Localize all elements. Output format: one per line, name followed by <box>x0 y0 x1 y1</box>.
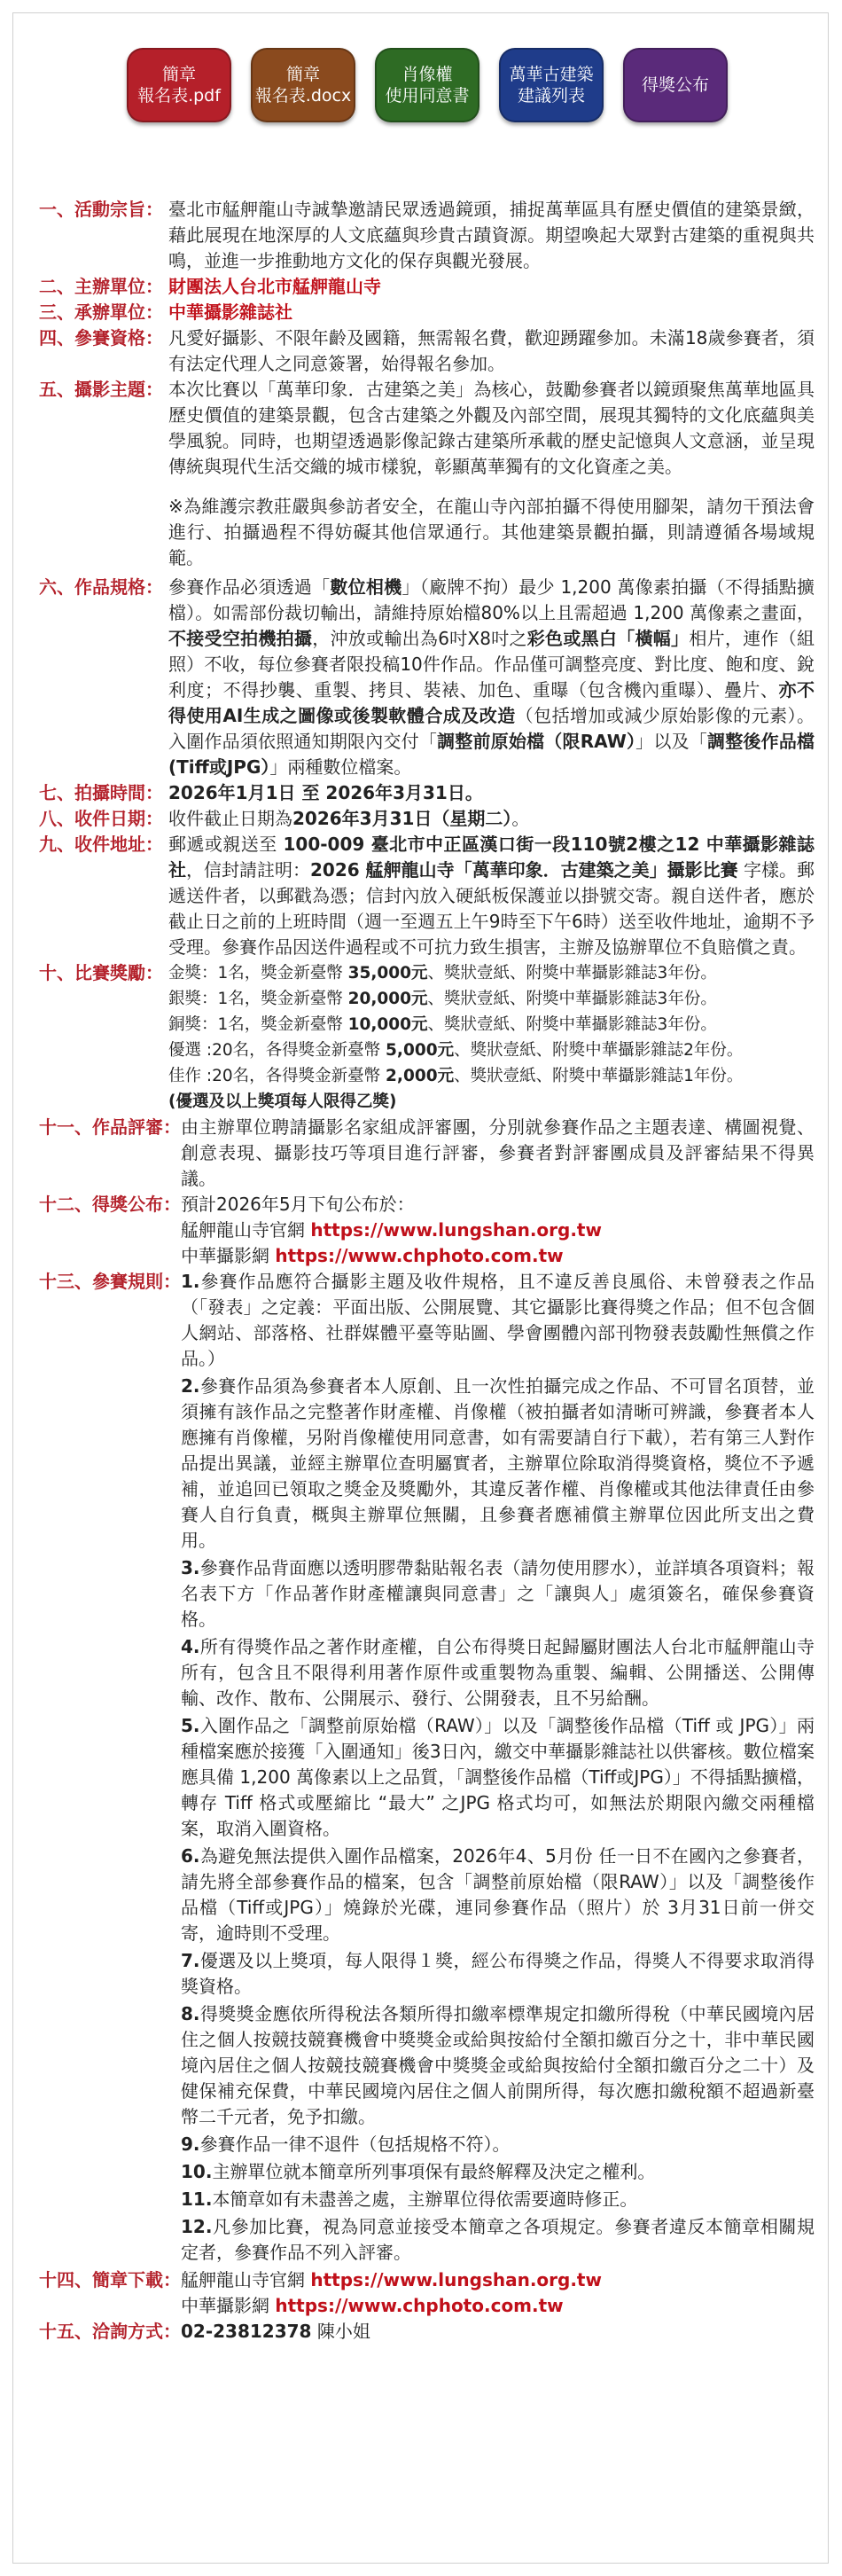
section-text <box>181 1192 815 1269</box>
section-label: 八、收件日期： <box>39 808 163 829</box>
section-awards <box>39 960 815 1115</box>
section-text: 財團法人台北市艋舺龍山寺 <box>168 276 381 297</box>
section-text: 臺北市艋舺龍山寺誠摯邀請民眾透過鏡頭，捕捉萬華區具有歷史價值的建築景緻，藉此展現在地深厚的人文底蘊與珍貴古蹟資源。期望喚起大眾對古建築的重視與共鳴，並進一步推動地方文化的保存與觀光發展。 <box>168 199 815 271</box>
section-text: 凡愛好攝影、不限年齡及國籍，無需報名費，歡迎踴躍參加。未滿18歲參賽者，須有法定代理人之同意簽署，始得報名參加。 <box>168 327 815 374</box>
section-label: 十一、作品評審： <box>39 1116 181 1138</box>
section-specs <box>39 575 815 780</box>
rule-item: 12.凡參加比賽，視為同意並接受本簡章之各項規定。參賽者違反本簡章相關規定者，參賽作品不列入評審。 <box>181 2216 815 2263</box>
portrait-consent-button[interactable]: 肖像權 使用同意書 <box>375 48 479 122</box>
brochure-docx-button[interactable]: 簡章 報名表.docx <box>251 48 355 122</box>
section-label: 十四、簡章下載： <box>39 2269 181 2290</box>
theme-note: ※為維護宗教莊嚴與參訪者安全，在龍山寺內部拍攝不得使用腳架，請勿干預法會進行、拍攝過程不得妨礙其他信眾通行。其他建築景觀拍攝，則請遵循各場域規範。 <box>168 496 815 568</box>
rule-item: 4.所有得獎作品之著作財產權，自公布得獎日起歸屬財團法人台北市艋舺龍山寺所有，包含且不限得利用著作原件或重製物為重製、編輯、公開播送、公開傳輸、改作、散布、公開展示、發行、公開發表，且不另給酬。 <box>181 1636 815 1709</box>
heritage-list-button[interactable]: 萬華古建築 建議列表 <box>499 48 604 122</box>
section-text: 參賽作品必須透過「數位相機」（廠牌不拘）最少 1,200 萬像素拍攝（不得插點擴檔）。如需部份裁切輸出，請維持原始檔80%以上且需超過 1,200 萬像素之畫面，不接受空拍機拍攝，沖放或輸出為6吋X8吋之彩色或黑白「橫幅」相片，連作（組照）不收，每位參賽者限投稿10件作品。作品僅可調整亮度、對比度、飽和度、銳利度；不得抄襲、重製、拷貝、裝裱、加色、重曝（包含機內重曝）、疊片、亦不得使用AI生成之圖像或後製軟體合成及改造（包括增加或減少原始影像的元素）。入圍作品須依照通知期限內交付「調整前原始檔（限RAW）」以及「調整後作品檔(Tiff或JPG）」兩種數位檔案。 <box>168 576 815 778</box>
section-text <box>181 2267 815 2319</box>
section-purpose <box>39 197 815 274</box>
rule-item: 3.參賽作品背面應以透明膠帶黏貼報名表（請勿使用膠水），並詳填各項資料；報名表下方「作品著作財產權讓與同意書」之「讓與人」處須簽名，確保參賽資格。 <box>181 1557 815 1630</box>
section-text: 收件截止日期為2026年3月31日（星期二）。 <box>168 808 530 829</box>
section-shoot-period <box>39 780 815 806</box>
award-item: 佳作 :20名，各得獎金新臺幣 2,000元、獎狀壹紙、附獎中華攝影雜誌1年份。 <box>168 1067 744 1085</box>
rule-item: 6.為避免無法提供入圍作品檔案，2026年4、5月份 任一日不在國內之參賽者，請先將全部參賽作品的檔案，包含「調整前原始檔（限RAW）」以及「調整後作品檔（Tiff或JPG）」燒錄於光碟，連同參賽作品（照片）於 3月31日前一併交寄，逾時則不受理。 <box>181 1845 815 1944</box>
section-label: 十二、得獎公布： <box>39 1194 181 1215</box>
award-limit-note: (優選及以上獎項每人限得乙獎) <box>168 1092 397 1111</box>
section-label: 九、收件地址： <box>39 834 163 855</box>
winners-announcement-button[interactable]: 得獎公布 <box>623 48 728 122</box>
section-text: 郵遞或親送至 100-009 臺北市中正區漢口街一段110號2樓之12 中華攝影雜誌社，信封請註明：2026 艋舺龍山寺「萬華印象．古建築之美」攝影比賽 字樣。郵遞送件者，以郵戳為憑；信封內放入硬紙板保護並以掛號交寄。親自送件者，應於截止日之前的上班時間（週一至週五上午9時至下午6時）送至收件地址，逾期不予受理。參賽作品因送件過程或不可抗力致生損害，主辦及協辦單位不負賠償之責。 <box>168 834 815 958</box>
section-label: 五、攝影主題： <box>39 379 163 400</box>
download-link-row: 中華攝影網 https://www.chphoto.com.tw <box>181 2295 564 2316</box>
section-download <box>39 2267 815 2319</box>
section-contact <box>39 2319 815 2345</box>
section-judging <box>39 1115 815 1192</box>
section-text: 由主辦單位聘請攝影名家組成評審團，分別就參賽作品之主題表達、構圖視覺、創意表現、攝影技巧等項目進行評審，參賽者對評審團成員及評審結果不得異議。 <box>181 1116 815 1189</box>
section-rules <box>39 1269 815 2267</box>
section-theme <box>39 377 815 480</box>
brochure-content <box>39 197 815 2345</box>
section-label: 四、參賽資格： <box>39 327 163 348</box>
lungshan-link[interactable]: https://www.lungshan.org.tw <box>310 1219 602 1241</box>
rule-item: 5.入圍作品之「調整前原始檔（RAW）」以及「調整後作品檔（Tiff 或 JPG）」兩種檔案應於接獲「入圍通知」後3日內，繳交中華攝影雜誌社以供審核。數位檔案應具備 1,200 萬像素以上之品質，「調整後作品檔（Tiff或JPG）」不得插點擴檔，轉存 Tiff 格式或壓縮比 “最大” 之JPG 格式均可，如無法於期限內繳交兩種檔案，取消入圍資格。 <box>181 1715 815 1839</box>
rule-item: 11.本簡章如有未盡善之處，主辦單位得依需要適時修正。 <box>181 2188 638 2210</box>
announce-intro: 預計2026年5月下旬公布於： <box>181 1194 415 1215</box>
section-text: 本次比賽以「萬華印象．古建築之美」為核心，鼓勵參賽者以鏡頭聚焦萬華地區具歷史價值的建築景觀，包含古建築之外觀及內部空間，展現其獨特的文化底蘊與美學風貌。同時，也期望透過影像記錄古建築所承載的歷史記憶與人文意涵，並呈現傳統與現代生活交織的城市樣貌，彰顯萬華獨有的文化資產之美。 <box>168 379 815 477</box>
section-announcement <box>39 1192 815 1269</box>
rule-item: 7.優選及以上獎項，每人限得１獎，經公布得獎之作品，得獎人不得要求取消得獎資格。 <box>181 1950 815 1997</box>
chphoto-link[interactable]: https://www.chphoto.com.tw <box>275 2295 564 2316</box>
section-label: 七、拍攝時間： <box>39 782 163 803</box>
section-label: 十、比賽獎勵： <box>39 962 163 983</box>
contact-phone[interactable]: 02-23812378 <box>181 2321 312 2342</box>
section-text: 2026年1月1日 至 2026年3月31日。 <box>168 782 483 803</box>
awards-list <box>168 960 815 1115</box>
rule-item: 1.參賽作品應符合攝影主題及收件規格，且不違反善良風俗、未曾發表之作品（「發表」之定義：平面出版、公開展覽、其它攝影比賽得獎之作品；但不包含個人網站、部落格、社群媒體平臺等貼圖、學會團體內部刊物發表鼓勵性無償之作品。） <box>181 1271 815 1369</box>
download-buttons <box>127 48 728 122</box>
award-item: 銀獎：1名，獎金新臺幣 20,000元、獎狀壹紙、附獎中華攝影雜誌3年份。 <box>168 990 717 1008</box>
section-label: 三、承辦單位： <box>39 301 163 323</box>
section-label: 十五、洽詢方式： <box>39 2321 181 2342</box>
award-item: 優選 :20名，各得獎金新臺幣 5,000元、獎狀壹紙、附獎中華攝影雜誌2年份。 <box>168 1041 744 1060</box>
lungshan-link[interactable]: https://www.lungshan.org.tw <box>310 2269 602 2290</box>
section-label: 一、活動宗旨： <box>39 199 163 220</box>
section-label: 二、主辦單位： <box>39 276 163 297</box>
rule-item: 2.參賽作品須為參賽者本人原創、且一次性拍攝完成之作品、不可冒名頂替，並須擁有該作品之完整著作財產權、肖像權（被拍攝者如清晰可辨識，參賽者本人應擁有肖像權，另附肖像權使用同意書，如有需要請自行下載），若有第三人對作品提出異議，並經主辦單位查明屬實者，主辦單位除取消得獎資格，獎位不予遞補，並追回已領取之獎金及獎勵外，其違反著作權、肖像權或其他法律責任由參賽人自行負責，概與主辦單位無關，且參賽者應補償主辦單位因此所支出之費用。 <box>181 1375 815 1551</box>
section-address <box>39 832 815 960</box>
section-label: 六、作品規格： <box>39 576 163 598</box>
section-contractor <box>39 300 815 325</box>
section-organizer <box>39 274 815 300</box>
section-text: 中華攝影雜誌社 <box>168 301 292 323</box>
chphoto-link[interactable]: https://www.chphoto.com.tw <box>275 1245 564 1266</box>
section-deadline <box>39 806 815 832</box>
rule-item: 10.主辦單位就本簡章所列事項保有最終解釋及決定之權利。 <box>181 2161 656 2182</box>
announce-link-row: 艋舺龍山寺官網 https://www.lungshan.org.tw <box>181 1219 602 1241</box>
rules-list <box>181 1269 815 2267</box>
rule-item: 8.得獎獎金應依所得稅法各類所得扣繳率標準規定扣繳所得稅（中華民國境內居住之個人按競技競賽機會中獎獎金或給與按給付全額扣繳百分之十，非中華民國境內居住之個人按競技競賽機會中獎獎金或給與按給付全額扣繳百分之二十）及健保補充保費，中華民國境內居住之個人前開所得，每次應扣繳稅額不超過新臺幣二千元者，免予扣繳。 <box>181 2003 815 2127</box>
rule-item: 9.參賽作品一律不退件（包括規格不符）。 <box>181 2134 511 2155</box>
section-text: 02-23812378 陳小姐 <box>181 2321 370 2342</box>
award-item: 銅獎：1名，獎金新臺幣 10,000元、獎狀壹紙、附獎中華攝影雜誌3年份。 <box>168 1015 717 1034</box>
section-label: 十三、參賽規則： <box>39 1271 181 1292</box>
award-item: 金獎：1名，獎金新臺幣 35,000元、獎狀壹紙、附獎中華攝影雜誌3年份。 <box>168 964 717 983</box>
download-link-row: 艋舺龍山寺官網 https://www.lungshan.org.tw <box>181 2269 602 2290</box>
brochure-pdf-button[interactable]: 簡章 報名表.pdf <box>127 48 231 122</box>
section-eligibility <box>39 325 815 377</box>
announce-link-row: 中華攝影網 https://www.chphoto.com.tw <box>181 1245 564 1266</box>
